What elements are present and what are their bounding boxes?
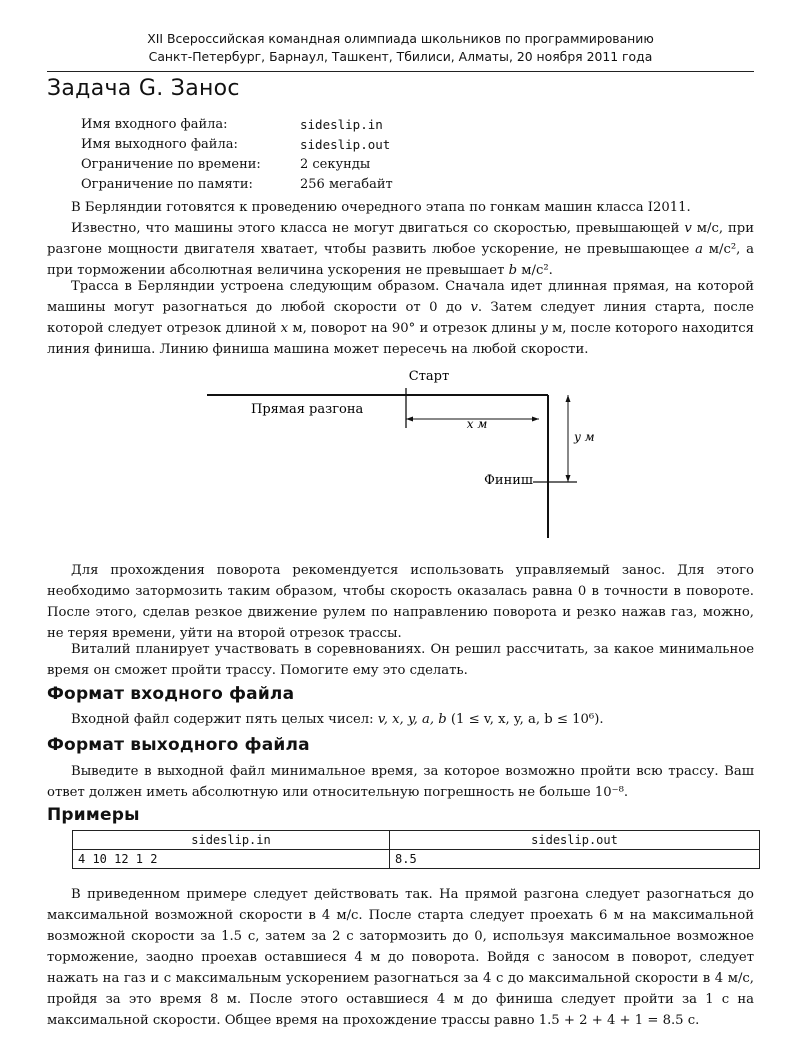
meta-row bbox=[81, 175, 393, 195]
statement-paragraph-3: Трасса в Берляндии устроена следующим образом. Сначала идет длинная прямая, на которой машины могут разогнаться до любой скорости от 0 до v. Затем следует линия старта, после которой следует отрезок длиной x м, поворот на 90° и отрезок длины y м, после которого находится линия финиша. Линию финиша машина может пересечь на любой скорости. bbox=[47, 279, 754, 357]
examples-header-row bbox=[73, 831, 760, 850]
meta-row bbox=[81, 135, 393, 155]
input-format-heading: Формат входного файла bbox=[47, 684, 295, 704]
examples-table bbox=[72, 830, 760, 869]
examples-heading: Примеры bbox=[47, 805, 140, 825]
statement-paragraph-1: В Берляндии готовятся к проведению очередного этапа по гонкам машин класса I2011. bbox=[71, 200, 691, 215]
header-rule bbox=[47, 71, 754, 72]
olympiad-header bbox=[47, 30, 754, 66]
start-label: Старт bbox=[408, 369, 450, 384]
file-limits-table bbox=[81, 115, 393, 195]
meta-row bbox=[81, 115, 393, 135]
statement-paragraph-4: Для прохождения поворота рекомендуется использовать управляемый занос. Для этого необходимо затормозить таким образом, чтобы скорость оказалась равна 0 в точности в повороте. После этого, сделав резкое движение рулем по направлению поворота и резко нажав газ, можно, не теряя времени, уйти на второй отрезок трассы. bbox=[47, 563, 754, 641]
x-arrow-left bbox=[406, 417, 413, 422]
meta-row bbox=[81, 155, 393, 175]
problem-title: Задача G. Занос bbox=[47, 76, 240, 101]
meta-key: Ограничение по времени: bbox=[81, 157, 261, 172]
statement-paragraph-5: Виталий планирует участвовать в соревнованиях. Он решил рассчитать, за какое минимальное время он сможет пройти трассу. Помогите ему это сделать. bbox=[47, 642, 754, 678]
y-arrow-bottom bbox=[566, 475, 571, 482]
example-input-cell: 4 10 12 1 2 bbox=[73, 850, 390, 869]
examples-col-output: sideslip.out bbox=[390, 831, 760, 850]
output-format-text: Выведите в выходной файл минимальное время, за которое возможно пройти всю трассу. Ваш ответ должен иметь абсолютную или относительную погрешность не больше 10⁻⁸. bbox=[47, 764, 754, 800]
meta-value: sideslip.out bbox=[300, 137, 391, 152]
header-line-2: Санкт-Петербург, Барнаул, Ташкент, Тбилиси, Алматы, 20 ноября 2011 года bbox=[148, 49, 653, 64]
straight-label: Прямая разгона bbox=[251, 402, 364, 417]
statement-paragraph-2: Известно, что машины этого класса не могут двигаться со скоростью, превышающей v м/с, при разгоне мощности двигателя хватает, чтобы развить любое ускорение, не превышающее a м/с², а при торможении абсолютная величина ускорения не превышает b м/с². bbox=[47, 221, 755, 278]
y-label: y м bbox=[574, 430, 595, 444]
example-output-cell: 8.5 bbox=[390, 850, 760, 869]
meta-key: Ограничение по памяти: bbox=[81, 177, 253, 192]
finish-label: Финиш bbox=[484, 473, 533, 488]
examples-col-input: sideslip.in bbox=[73, 831, 390, 850]
track-diagram bbox=[197, 362, 647, 542]
y-arrow-top bbox=[566, 395, 571, 402]
table-row bbox=[73, 850, 760, 869]
meta-value: sideslip.in bbox=[300, 117, 383, 132]
input-format-text: Входной файл содержит пять целых чисел: v, x, y, a, b (1 ≤ v, x, y, a, b ≤ 10⁶). bbox=[71, 712, 604, 727]
x-label: x м bbox=[466, 417, 488, 431]
example-explanation: В приведенном примере следует действовать так. На прямой разгона следует разогнаться до максимальной возможной скорости в 4 м/с. После старта следует проехать 6 м на максимальной возможной скорости за 1.5 с, затем за 2 с затормозить до 0, используя максимальное возможное торможение, заодно проехав оставшиеся 4 м до поворота. Войдя с заносом в поворот, следует нажать на газ и с максимальным ускорением разогнаться за 4 с до максимальной скорости в 4 м/с, пройдя за это время 8 м. После этого оставшиеся 4 м до финиша следует пройти за 1 с на максимальной скорости. Общее время на прохождение трассы равно 1.5 + 2 + 4 + 1 = 8.5 с. bbox=[47, 887, 754, 1028]
meta-key: Имя входного файла: bbox=[81, 117, 228, 132]
output-format-heading: Формат выходного файла bbox=[47, 735, 310, 755]
header-line-1: XII Всероссийская командная олимпиада школьников по программированию bbox=[147, 31, 654, 46]
x-arrow-right bbox=[532, 417, 539, 422]
meta-value: 2 секунды bbox=[300, 157, 371, 172]
meta-key: Имя выходного файла: bbox=[81, 137, 238, 152]
meta-value: 256 мегабайт bbox=[300, 177, 393, 192]
